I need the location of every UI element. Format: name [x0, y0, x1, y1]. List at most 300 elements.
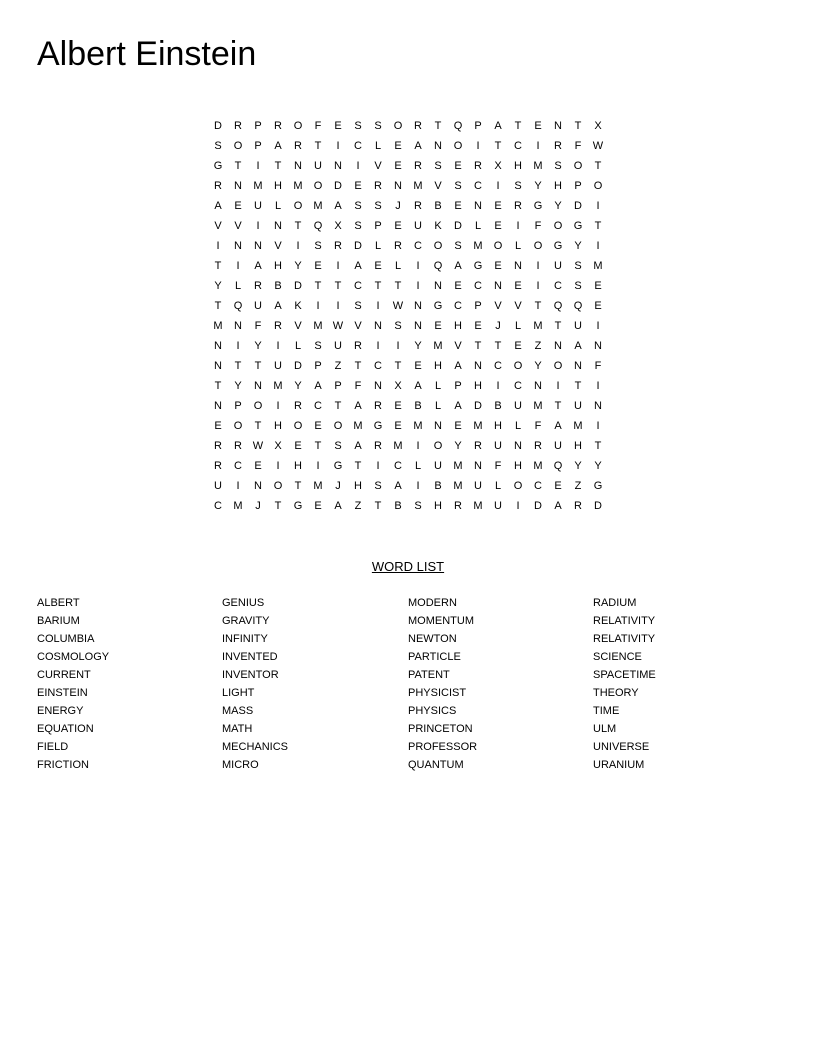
- grid-row: [208, 136, 608, 156]
- grid-letter: M: [413, 420, 423, 432]
- grid-letter: C: [414, 240, 422, 252]
- grid-letter: R: [354, 340, 362, 352]
- grid-letter: N: [234, 240, 242, 252]
- grid-letter: S: [454, 240, 462, 252]
- grid-letter: R: [294, 400, 302, 412]
- grid-letter: S: [334, 440, 342, 452]
- grid-letter: Q: [313, 220, 323, 232]
- grid-letter: C: [514, 380, 522, 392]
- grid-letter: M: [313, 480, 323, 492]
- word-list-item: MICRO: [222, 759, 259, 771]
- grid-letter: O: [433, 240, 443, 252]
- grid-letter: P: [254, 140, 262, 152]
- grid-letter: P: [454, 380, 462, 392]
- grid-letter: T: [334, 400, 342, 412]
- word-list: [37, 594, 797, 774]
- grid-letter: O: [333, 420, 343, 432]
- grid-letter: Z: [574, 480, 582, 492]
- grid-letter: O: [313, 180, 323, 192]
- grid-letter: V: [434, 180, 442, 192]
- grid-letter: E: [594, 280, 602, 292]
- grid-letter: I: [516, 220, 520, 232]
- grid-letter: A: [354, 260, 362, 272]
- grid-letter: R: [514, 200, 522, 212]
- grid-letter: O: [573, 160, 583, 172]
- grid-letter: H: [434, 500, 442, 512]
- word-list-item: TIME: [593, 705, 620, 717]
- grid-letter: O: [273, 480, 283, 492]
- word-list-item: GENIUS: [222, 597, 265, 609]
- grid-letter: G: [213, 160, 223, 172]
- grid-letter: N: [534, 380, 542, 392]
- grid-letter: N: [554, 120, 562, 132]
- grid-letter: L: [434, 400, 442, 412]
- grid-letter: T: [214, 380, 222, 392]
- grid-letter: B: [394, 500, 402, 512]
- grid-letter: N: [334, 160, 342, 172]
- grid-letter: S: [354, 200, 362, 212]
- grid-letter: V: [274, 240, 282, 252]
- letter-grid: [208, 116, 608, 516]
- word-list-item: INFINITY: [222, 633, 268, 645]
- grid-letter: A: [554, 420, 562, 432]
- grid-letter: T: [314, 140, 322, 152]
- grid-letter: E: [454, 160, 462, 172]
- grid-letter: F: [254, 320, 262, 332]
- grid-row: [208, 196, 608, 216]
- grid-letter: C: [234, 460, 242, 472]
- grid-letter: F: [354, 380, 362, 392]
- grid-row: [208, 236, 608, 256]
- grid-letter: I: [356, 160, 360, 172]
- grid-letter: A: [414, 140, 422, 152]
- grid-row: [208, 336, 608, 356]
- grid-letter: I: [256, 160, 260, 172]
- grid-letter: S: [214, 140, 222, 152]
- grid-letter: Y: [214, 280, 222, 292]
- grid-letter: B: [494, 400, 502, 412]
- grid-letter: C: [534, 480, 542, 492]
- grid-letter: R: [414, 120, 422, 132]
- grid-row: [208, 216, 608, 236]
- grid-letter: Y: [574, 240, 582, 252]
- grid-letter: R: [274, 320, 282, 332]
- grid-letter: D: [214, 120, 222, 132]
- word-list-item: PRINCETON: [408, 723, 473, 735]
- grid-letter: Y: [554, 200, 562, 212]
- word-list-column: [408, 594, 588, 774]
- word-list-item: FRICTION: [37, 759, 89, 771]
- grid-letter: U: [314, 160, 322, 172]
- grid-letter: R: [234, 120, 242, 132]
- grid-letter: G: [573, 220, 583, 232]
- grid-letter: E: [514, 340, 522, 352]
- grid-letter: R: [474, 440, 482, 452]
- grid-letter: A: [354, 440, 362, 452]
- grid-letter: W: [392, 300, 404, 312]
- grid-letter: D: [454, 220, 462, 232]
- word-list-item: MASS: [222, 705, 254, 717]
- grid-letter: R: [214, 440, 222, 452]
- grid-letter: N: [234, 180, 242, 192]
- grid-letter: I: [596, 200, 600, 212]
- grid-letter: P: [474, 300, 482, 312]
- grid-letter: T: [394, 280, 402, 292]
- grid-letter: S: [514, 180, 522, 192]
- grid-letter: T: [234, 160, 242, 172]
- grid-letter: N: [514, 440, 522, 452]
- grid-letter: M: [533, 400, 543, 412]
- grid-letter: E: [314, 500, 322, 512]
- grid-letter: T: [494, 340, 502, 352]
- grid-letter: I: [376, 300, 380, 312]
- grid-letter: H: [274, 420, 282, 432]
- grid-letter: I: [596, 320, 600, 332]
- grid-letter: T: [494, 140, 502, 152]
- grid-letter: I: [416, 280, 420, 292]
- word-list-item: NEWTON: [408, 633, 457, 645]
- word-list-item: PHYSICS: [408, 705, 457, 717]
- grid-letter: D: [574, 200, 582, 212]
- grid-letter: K: [294, 300, 302, 312]
- grid-letter: U: [254, 200, 262, 212]
- grid-letter: T: [254, 420, 262, 432]
- grid-letter: I: [496, 380, 500, 392]
- grid-letter: L: [414, 460, 422, 472]
- grid-letter: S: [354, 300, 362, 312]
- grid-letter: J: [395, 200, 401, 212]
- word-list-item: RELATIVITY: [593, 615, 656, 627]
- grid-letter: O: [513, 360, 523, 372]
- grid-letter: C: [514, 140, 522, 152]
- grid-letter: A: [334, 500, 342, 512]
- grid-letter: T: [314, 280, 322, 292]
- grid-letter: I: [216, 240, 220, 252]
- grid-letter: S: [314, 340, 322, 352]
- grid-letter: G: [553, 240, 563, 252]
- grid-letter: Y: [294, 260, 302, 272]
- word-list-item: INVENTED: [222, 651, 278, 663]
- grid-letter: T: [274, 500, 282, 512]
- word-list-item: CURRENT: [37, 669, 91, 681]
- grid-letter: E: [494, 200, 502, 212]
- grid-letter: T: [214, 300, 222, 312]
- grid-letter: G: [373, 420, 383, 432]
- grid-letter: S: [574, 260, 582, 272]
- grid-letter: I: [336, 140, 340, 152]
- grid-letter: E: [374, 260, 382, 272]
- grid-letter: H: [274, 180, 282, 192]
- grid-letter: I: [316, 300, 320, 312]
- grid-letter: A: [454, 260, 462, 272]
- grid-letter: E: [494, 220, 502, 232]
- grid-row: [208, 276, 608, 296]
- grid-letter: T: [294, 480, 302, 492]
- grid-row: [208, 316, 608, 336]
- grid-letter: F: [594, 360, 602, 372]
- grid-letter: O: [233, 420, 243, 432]
- grid-letter: P: [314, 360, 322, 372]
- grid-letter: E: [454, 420, 462, 432]
- grid-letter: A: [554, 500, 562, 512]
- grid-letter: A: [394, 480, 402, 492]
- grid-letter: I: [316, 460, 320, 472]
- grid-row: [208, 176, 608, 196]
- grid-letter: C: [314, 400, 322, 412]
- grid-letter: N: [554, 340, 562, 352]
- grid-letter: I: [276, 460, 280, 472]
- grid-letter: A: [354, 400, 362, 412]
- grid-letter: G: [433, 300, 443, 312]
- grid-letter: N: [294, 160, 302, 172]
- grid-letter: C: [474, 280, 482, 292]
- grid-letter: E: [454, 280, 462, 292]
- grid-letter: L: [294, 340, 302, 352]
- grid-letter: I: [376, 460, 380, 472]
- grid-letter: P: [474, 120, 482, 132]
- grid-letter: C: [354, 280, 362, 292]
- grid-letter: O: [253, 400, 263, 412]
- grid-letter: L: [394, 260, 402, 272]
- grid-letter: M: [473, 500, 483, 512]
- word-list-item: EINSTEIN: [37, 687, 88, 699]
- grid-letter: H: [434, 360, 442, 372]
- grid-letter: N: [214, 400, 222, 412]
- grid-letter: T: [314, 440, 322, 452]
- grid-letter: D: [334, 180, 342, 192]
- grid-letter: I: [556, 380, 560, 392]
- word-list-heading: WORD LIST: [371, 559, 445, 574]
- grid-letter: N: [274, 220, 282, 232]
- word-list-item: LIGHT: [222, 687, 255, 699]
- word-list-item: RADIUM: [593, 597, 637, 609]
- grid-letter: N: [214, 360, 222, 372]
- grid-letter: S: [554, 160, 562, 172]
- grid-letter: L: [234, 280, 242, 292]
- grid-letter: M: [533, 160, 543, 172]
- grid-letter: T: [234, 360, 242, 372]
- word-list-column: [222, 594, 402, 774]
- grid-letter: D: [594, 500, 602, 512]
- grid-letter: L: [274, 200, 282, 212]
- grid-letter: I: [236, 260, 240, 272]
- word-list-item: MOMENTUM: [408, 615, 474, 627]
- grid-letter: P: [374, 220, 382, 232]
- grid-row: [208, 416, 608, 436]
- grid-letter: Y: [454, 440, 462, 452]
- grid-letter: H: [354, 480, 362, 492]
- grid-letter: T: [214, 260, 222, 272]
- grid-row: [208, 396, 608, 416]
- grid-letter: A: [414, 380, 422, 392]
- grid-letter: O: [393, 120, 403, 132]
- grid-letter: B: [274, 280, 282, 292]
- grid-letter: I: [236, 480, 240, 492]
- grid-letter: Q: [233, 300, 243, 312]
- grid-letter: M: [433, 340, 443, 352]
- grid-letter: T: [374, 280, 382, 292]
- grid-letter: U: [514, 400, 522, 412]
- grid-row: [208, 436, 608, 456]
- grid-letter: T: [594, 220, 602, 232]
- grid-letter: N: [434, 420, 442, 432]
- grid-letter: E: [314, 260, 322, 272]
- grid-letter: N: [234, 320, 242, 332]
- grid-letter: I: [416, 260, 420, 272]
- grid-row: [208, 476, 608, 496]
- grid-letter: D: [294, 280, 302, 292]
- grid-row: [208, 376, 608, 396]
- grid-letter: Y: [534, 180, 542, 192]
- grid-letter: D: [474, 400, 482, 412]
- word-list-item: COSMOLOGY: [37, 651, 110, 663]
- grid-letter: E: [254, 460, 262, 472]
- grid-letter: M: [353, 420, 363, 432]
- grid-letter: Y: [594, 460, 602, 472]
- grid-letter: E: [394, 160, 402, 172]
- word-list-column: [37, 594, 217, 774]
- grid-letter: E: [414, 360, 422, 372]
- grid-letter: L: [374, 240, 382, 252]
- grid-letter: I: [496, 180, 500, 192]
- grid-letter: Q: [553, 460, 563, 472]
- grid-letter: J: [335, 480, 341, 492]
- grid-letter: R: [214, 180, 222, 192]
- grid-letter: V: [454, 340, 462, 352]
- grid-letter: Z: [534, 340, 542, 352]
- grid-letter: F: [314, 120, 322, 132]
- grid-letter: N: [414, 300, 422, 312]
- grid-letter: M: [473, 240, 483, 252]
- grid-letter: S: [374, 480, 382, 492]
- word-list-item: MECHANICS: [222, 741, 289, 753]
- grid-letter: E: [334, 120, 342, 132]
- grid-letter: I: [596, 420, 600, 432]
- word-list-item: MODERN: [408, 597, 457, 609]
- grid-letter: N: [254, 380, 262, 392]
- grid-letter: T: [274, 160, 282, 172]
- grid-letter: N: [574, 360, 582, 372]
- grid-letter: T: [574, 380, 582, 392]
- grid-letter: C: [474, 180, 482, 192]
- grid-row: [208, 256, 608, 276]
- grid-letter: R: [374, 180, 382, 192]
- grid-letter: E: [354, 180, 362, 192]
- grid-letter: H: [454, 320, 462, 332]
- grid-letter: N: [254, 240, 262, 252]
- grid-letter: C: [354, 140, 362, 152]
- grid-letter: O: [293, 120, 303, 132]
- grid-letter: U: [214, 480, 222, 492]
- grid-letter: W: [592, 140, 604, 152]
- grid-letter: J: [255, 500, 261, 512]
- grid-letter: T: [554, 400, 562, 412]
- grid-letter: S: [374, 200, 382, 212]
- grid-letter: T: [514, 120, 522, 132]
- grid-letter: R: [414, 160, 422, 172]
- grid-letter: U: [574, 400, 582, 412]
- grid-letter: G: [473, 260, 483, 272]
- word-list-item: PROFESSOR: [408, 741, 478, 753]
- grid-letter: E: [514, 280, 522, 292]
- grid-letter: U: [554, 260, 562, 272]
- grid-letter: E: [214, 420, 222, 432]
- grid-letter: R: [234, 440, 242, 452]
- grid-letter: R: [454, 500, 462, 512]
- grid-letter: I: [276, 340, 280, 352]
- grid-letter: F: [574, 140, 582, 152]
- grid-letter: O: [293, 200, 303, 212]
- grid-letter: U: [554, 440, 562, 452]
- grid-letter: N: [374, 320, 382, 332]
- grid-letter: Y: [574, 460, 582, 472]
- word-list-item: QUANTUM: [408, 759, 464, 771]
- grid-letter: B: [414, 400, 422, 412]
- grid-letter: U: [494, 440, 502, 452]
- grid-letter: I: [336, 300, 340, 312]
- grid-letter: A: [214, 200, 222, 212]
- grid-letter: S: [354, 120, 362, 132]
- grid-letter: D: [354, 240, 362, 252]
- grid-letter: L: [514, 320, 522, 332]
- grid-letter: X: [494, 160, 502, 172]
- grid-letter: I: [516, 500, 520, 512]
- grid-letter: L: [474, 220, 482, 232]
- grid-letter: F: [494, 460, 502, 472]
- grid-letter: S: [394, 320, 402, 332]
- grid-letter: M: [273, 380, 283, 392]
- grid-letter: M: [593, 260, 603, 272]
- grid-letter: U: [274, 360, 282, 372]
- grid-letter: M: [233, 500, 243, 512]
- grid-letter: I: [536, 280, 540, 292]
- grid-letter: Q: [453, 120, 463, 132]
- grid-letter: D: [534, 500, 542, 512]
- grid-letter: C: [394, 460, 402, 472]
- grid-letter: T: [534, 300, 542, 312]
- grid-letter: Y: [414, 340, 422, 352]
- grid-letter: E: [554, 480, 562, 492]
- grid-letter: Y: [534, 360, 542, 372]
- grid-letter: U: [414, 220, 422, 232]
- grid-letter: H: [514, 460, 522, 472]
- grid-letter: U: [254, 300, 262, 312]
- word-list-item: PATENT: [408, 669, 450, 681]
- grid-letter: Z: [334, 360, 342, 372]
- grid-letter: I: [396, 340, 400, 352]
- grid-letter: N: [494, 280, 502, 292]
- grid-letter: M: [413, 180, 423, 192]
- word-list-column: [593, 594, 773, 774]
- grid-letter: T: [374, 500, 382, 512]
- grid-letter: T: [354, 460, 362, 472]
- grid-letter: T: [434, 120, 442, 132]
- grid-letter: O: [433, 440, 443, 452]
- grid-letter: N: [214, 340, 222, 352]
- grid-row: [208, 296, 608, 316]
- grid-letter: A: [494, 120, 502, 132]
- grid-letter: I: [256, 220, 260, 232]
- grid-letter: V: [494, 300, 502, 312]
- grid-letter: I: [336, 260, 340, 272]
- grid-letter: O: [233, 140, 243, 152]
- grid-letter: X: [334, 220, 342, 232]
- grid-letter: A: [274, 300, 282, 312]
- grid-row: [208, 356, 608, 376]
- grid-letter: A: [334, 200, 342, 212]
- grid-letter: R: [534, 440, 542, 452]
- word-list-item: PHYSICIST: [408, 687, 467, 699]
